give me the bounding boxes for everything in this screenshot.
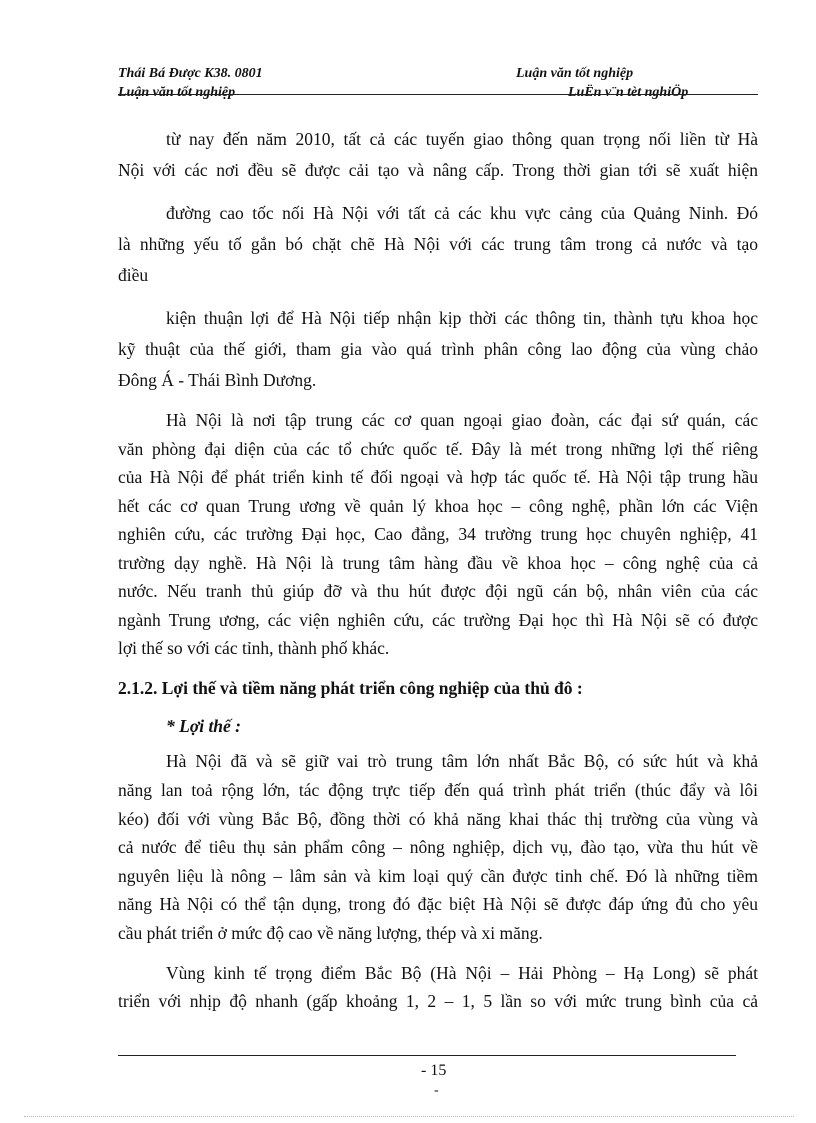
header-rule: [118, 94, 758, 95]
text-line: năng lan toả rộng lớn, tác động trực tiếp đến quá trình phát triển (thúc đẩy và lôi: [118, 780, 758, 800]
page-number: - 15: [421, 1062, 447, 1079]
header-title-garbled: LuËn v¨n tèt nghiÖp: [568, 85, 689, 100]
text-line: năng Hà Nội có thể tận dụng, trong đó đặc biệt Hà Nội sẽ được đáp ứng đủ cho yêu: [118, 894, 758, 914]
text-line: là những yếu tố gắn bó chặt chẽ Hà Nội với các trung tâm trong cả nước và tạo: [118, 234, 758, 254]
text-line: Hà Nội là nơi tập trung các cơ quan ngoại giao đoàn, các đại sứ quán, các: [166, 410, 758, 430]
text-line: hết các cơ quan Trung ương về quản lý khoa học – công nghệ, phần lớn các Viện: [118, 496, 758, 516]
header-title: Luận văn tốt nghiệp: [516, 66, 634, 81]
text-line: Đông Á - Thái Bình Dương.: [118, 370, 317, 390]
footer-rule: [118, 1055, 736, 1056]
subsection-heading: * Lợi thế :: [166, 716, 242, 736]
page-dash: -: [434, 1083, 439, 1098]
text-line: nguyên liệu là nông – lâm sản và kim loại quý cần được tinh chế. Đó là những tiềm: [118, 866, 758, 886]
text-line: văn phòng đại diện của các tổ chức quốc tế. Đây là mét trong những lợi thế riêng: [118, 439, 758, 459]
section-heading: 2.1.2. Lợi thế và tiềm năng phát triển công nghiệp của thủ đô :: [118, 678, 583, 698]
text-line: kỹ thuật của thế giới, tham gia vào quá trình phân công lao động của vùng chảo: [118, 339, 758, 359]
text-line: Nội với các nơi đều sẽ được cải tạo và nâng cấp. Trong thời gian tới sẽ xuất hiện: [118, 160, 758, 180]
text-line: triển với nhịp độ nhanh (gấp khoảng 1, 2 – 1, 5 lần so với mức trung bình của cả: [118, 991, 758, 1011]
text-line: cả nước để tiêu thụ sản phẩm công – nông nghiệp, dịch vụ, đào tạo, vừa thu hút về: [118, 837, 758, 857]
text-line: của Hà Nội để phát triển kinh tế đối ngoại và hợp tác quốc tế. Hà Nội tập trung hầu: [118, 467, 758, 487]
text-line: nghiên cứu, các trường Đại học, Cao đẳng, 34 trường trung học chuyên nghiệp, 41: [118, 524, 758, 544]
header-title-secondary: Luận văn tốt nghiệp: [118, 85, 236, 100]
text-line: kiện thuận lợi để Hà Nội tiếp nhận kịp thời các thông tin, thành tựu khoa học: [166, 308, 758, 328]
text-line: lợi thế so với các tỉnh, thành phố khác.: [118, 638, 390, 658]
text-line: từ nay đến năm 2010, tất cả các tuyến giao thông quan trọng nối liền từ Hà: [166, 129, 758, 149]
text-line: kéo) đối với vùng Bắc Bộ, đồng thời có khả năng khai thác thị trường của vùng và: [118, 809, 758, 829]
text-line: cầu phát triển ở mức độ cao về năng lượng, thép và xi măng.: [118, 923, 543, 943]
header-author: Thái Bá Được K38. 0801: [118, 66, 263, 81]
text-line: trường dạy nghề. Hà Nội là trung tâm hàng đầu về khoa học – công nghệ của cả: [118, 553, 758, 573]
text-line: Hà Nội đã và sẽ giữ vai trò trung tâm lớn nhất Bắc Bộ, có sức hút và khả: [166, 751, 758, 771]
text-line: ngành Trung ương, các viện nghiên cứu, các trường Đại học thì Hà Nội sẽ có được: [118, 610, 758, 630]
text-line: Vùng kinh tế trọng điểm Bắc Bộ (Hà Nội – Hải Phòng – Hạ Long) sẽ phát: [166, 963, 758, 983]
text-line: điều: [118, 265, 149, 285]
page-boundary: [24, 1116, 794, 1117]
text-line: đường cao tốc nối Hà Nội với tất cả các khu vực cảng của Quảng Ninh. Đó: [166, 203, 758, 223]
text-line: nước. Nếu tranh thủ giúp đỡ và thu hút được đội ngũ cán bộ, nhân viên của các: [118, 581, 758, 601]
